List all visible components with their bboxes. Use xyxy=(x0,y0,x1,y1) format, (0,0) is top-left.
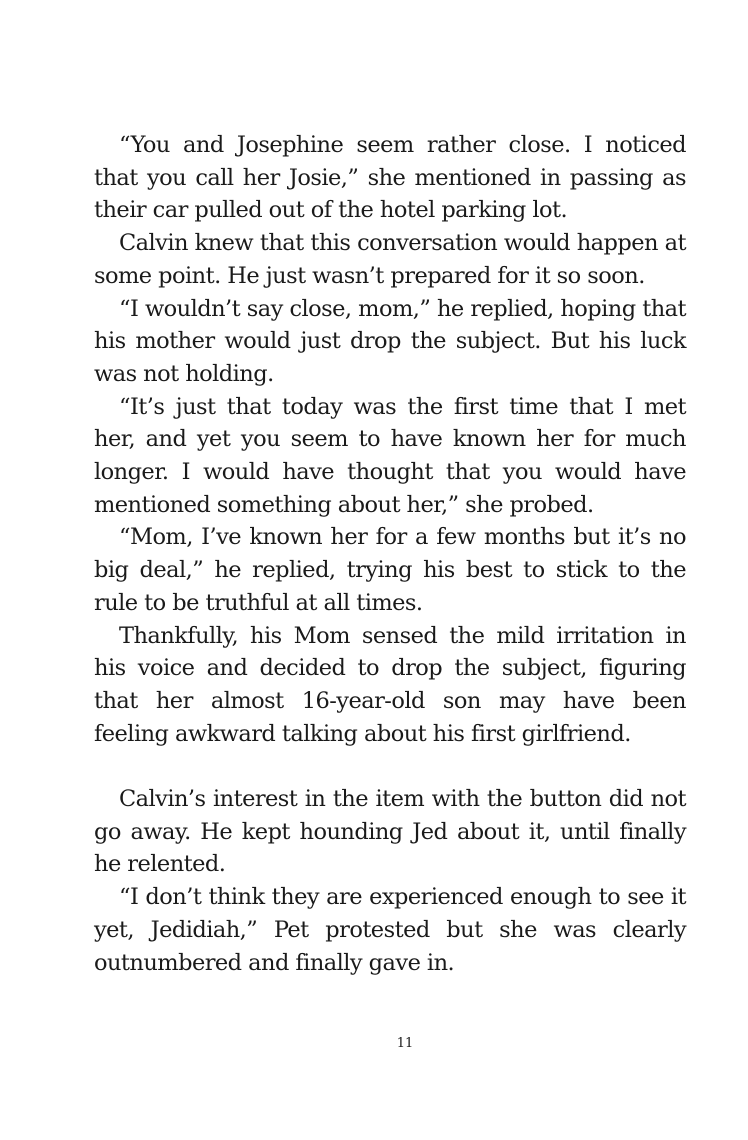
paragraph: “Mom, I’ve known her for a few months but it’s no big deal,” he replied, trying his best to stick to the rule to be truthful at all times. xyxy=(94,524,686,616)
paragraph: Calvin’s interest in the item with the button did not go away. He kept hounding Jed about it, until finally he relented. xyxy=(94,786,686,878)
paragraph: “It’s just that today was the first time that I met her, and yet you seem to have known her for much longer. I would have thought that you would have mentioned something about her,” she probed. xyxy=(94,393,686,518)
page-number: 11 xyxy=(396,1036,414,1051)
paragraph: “I don’t think they are experienced enough to see it yet, Jedidiah,” Pet protested but she was clearly outnumbered and finally gave in. xyxy=(94,884,686,976)
paragraph: Thankfully, his Mom sensed the mild irritation in his voice and decided to drop the subject, figuring that her almost 16-year-old son may have been feeling awkward talking about his first girlfriend. xyxy=(94,622,686,747)
scene-break xyxy=(94,750,686,783)
paragraph: “I wouldn’t say close, mom,” he replied, hoping that his mother would just drop the subject. But his luck was not holding. xyxy=(94,295,686,387)
body-text xyxy=(94,129,686,979)
paragraph: “You and Josephine seem rather close. I noticed that you call her Josie,” she mentioned in passing as their car pulled out of the hotel parking lot. xyxy=(94,132,686,224)
paragraph: Calvin knew that this conversation would happen at some point. He just wasn’t prepared for it so soon. xyxy=(94,230,686,289)
